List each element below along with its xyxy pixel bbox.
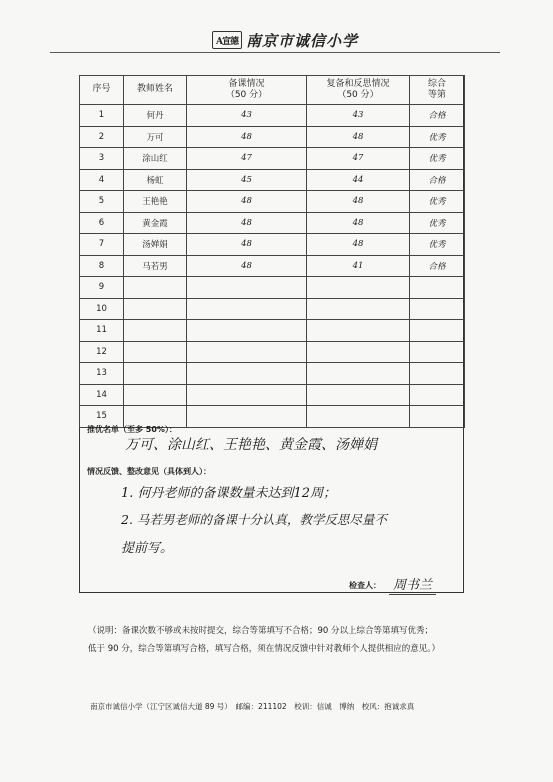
prep-score: 48 <box>187 191 307 213</box>
teacher-name: 马若男 <box>124 255 187 277</box>
teacher-name <box>124 363 187 385</box>
row-number: 13 <box>80 363 124 385</box>
inspector-signature: 周书兰 <box>389 574 436 595</box>
review-score: 48 <box>307 191 410 213</box>
feedback-line-1: 1. 何丹老师的备课数量未达到12周； <box>121 486 337 501</box>
prep-score: 45 <box>187 169 307 191</box>
overall-grade <box>410 277 465 299</box>
header-name: 教师姓名 <box>124 76 187 105</box>
note-line-1: （说明：备课次数不够或未按时提交，综合等第填写不合格；90 分以上综合等第填写优秀； <box>88 626 434 636</box>
row-number: 7 <box>80 234 124 256</box>
table-row <box>80 277 465 299</box>
teacher-name <box>124 341 187 363</box>
review-score <box>307 277 410 299</box>
table-header-row <box>80 76 465 105</box>
review-score <box>307 320 410 342</box>
row-number: 10 <box>80 298 124 320</box>
review-score <box>307 298 410 320</box>
table-row <box>80 234 465 256</box>
prep-score <box>187 341 307 363</box>
overall-grade <box>410 363 465 385</box>
overall-grade: 优秀 <box>410 191 465 213</box>
overall-grade: 合格 <box>410 255 465 277</box>
prep-score <box>187 320 307 342</box>
overall-grade: 优秀 <box>410 234 465 256</box>
row-number: 14 <box>80 384 124 406</box>
row-number: 6 <box>80 212 124 234</box>
teacher-name: 何丹 <box>124 105 187 127</box>
overall-grade: 合格 <box>410 105 465 127</box>
table-row <box>80 212 465 234</box>
row-number: 12 <box>80 341 124 363</box>
prep-score <box>187 277 307 299</box>
inspector-label: 检查人： <box>349 581 381 590</box>
review-score <box>307 363 410 385</box>
table-row <box>80 298 465 320</box>
table-row <box>80 148 465 170</box>
teacher-name: 杨虹 <box>124 169 187 191</box>
row-number: 11 <box>80 320 124 342</box>
teacher-name <box>124 277 187 299</box>
prep-score: 48 <box>187 234 307 256</box>
table-row <box>80 255 465 277</box>
school-logo: A宣德 <box>212 31 242 49</box>
review-score <box>307 341 410 363</box>
review-score <box>307 384 410 406</box>
teacher-name: 汤婵娟 <box>124 234 187 256</box>
prep-score: 48 <box>187 212 307 234</box>
review-score: 47 <box>307 148 410 170</box>
prep-score <box>187 363 307 385</box>
page-footer: 南京市诚信小学（江宁区诚信大道 89 号） 邮编：211102 校训：信诚 博纳 校风：抱诚求真 <box>90 702 415 711</box>
school-name: 南京市诚信小学 <box>246 31 359 50</box>
row-number: 4 <box>80 169 124 191</box>
table-row <box>80 105 465 127</box>
header-review: 复备和反思情况 （50 分） <box>307 76 410 105</box>
review-score: 48 <box>307 212 410 234</box>
row-number: 9 <box>80 277 124 299</box>
teacher-name <box>124 320 187 342</box>
row-number: 8 <box>80 255 124 277</box>
overall-grade: 合格 <box>410 169 465 191</box>
header-divider <box>50 52 500 53</box>
overall-grade <box>410 384 465 406</box>
prep-score <box>187 298 307 320</box>
header-prep: 备课情况 （50 分） <box>187 76 307 105</box>
recommend-label: 推优名单（至多 50%）： <box>87 425 177 434</box>
row-number: 5 <box>80 191 124 213</box>
teacher-name <box>124 384 187 406</box>
feedback-label: 情况反馈、整改意见（具体到人）： <box>87 467 211 476</box>
row-number: 3 <box>80 148 124 170</box>
header-seq: 序号 <box>80 76 124 105</box>
overall-grade <box>410 341 465 363</box>
overall-grade: 优秀 <box>410 212 465 234</box>
row-number: 1 <box>80 105 124 127</box>
prep-score: 43 <box>187 105 307 127</box>
instructions-note <box>88 622 478 658</box>
review-score: 48 <box>307 234 410 256</box>
prep-score: 48 <box>187 126 307 148</box>
prep-score: 47 <box>187 148 307 170</box>
review-score: 41 <box>307 255 410 277</box>
table-row <box>80 384 465 406</box>
teacher-name: 万可 <box>124 126 187 148</box>
overall-grade <box>410 320 465 342</box>
review-score: 44 <box>307 169 410 191</box>
feedback-line-2: 2. 马若男老师的备课十分认真，教学反思尽量不 <box>121 512 387 527</box>
header-grade: 综合 等第 <box>410 76 465 105</box>
overall-grade: 优秀 <box>410 126 465 148</box>
table-row <box>80 126 465 148</box>
row-number: 2 <box>80 126 124 148</box>
prep-score <box>187 384 307 406</box>
review-score: 43 <box>307 105 410 127</box>
teacher-name <box>124 298 187 320</box>
teacher-name: 黄金霞 <box>124 212 187 234</box>
school-header <box>212 30 358 50</box>
review-score: 48 <box>307 126 410 148</box>
feedback-section <box>79 420 464 593</box>
table-row <box>80 320 465 342</box>
table-row <box>80 341 465 363</box>
table-row <box>80 169 465 191</box>
row-number: 15 <box>80 406 124 428</box>
overall-grade <box>410 298 465 320</box>
feedback-line-3: 提前写。 <box>121 541 174 556</box>
recommend-names: 万可、涂山红、王艳艳、黄金霞、汤婵娟 <box>125 437 377 453</box>
note-line-2: 低于 90 分，综合等第填写合格，填写合格，须在情况反馈中针对教师个人提供相应的意见。） <box>88 644 440 654</box>
teacher-name: 涂山红 <box>124 148 187 170</box>
table-row <box>80 363 465 385</box>
prep-score: 48 <box>187 255 307 277</box>
evaluation-table <box>79 75 465 428</box>
overall-grade: 优秀 <box>410 148 465 170</box>
table-row <box>80 191 465 213</box>
teacher-name: 王艳艳 <box>124 191 187 213</box>
